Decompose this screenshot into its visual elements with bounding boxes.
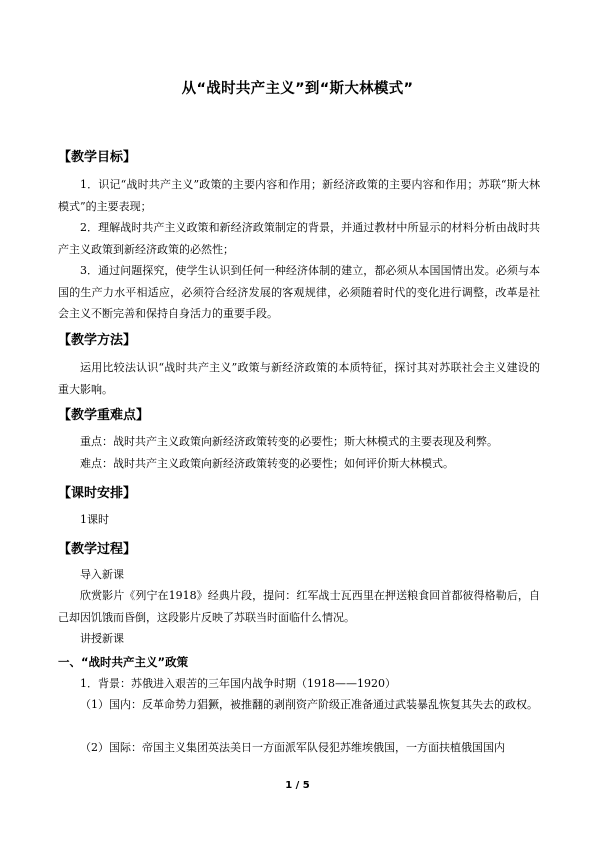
difficult-point-text: 难点：战时共产主义政策向新经济政策转变的必要性；如何评价斯大林模式。 (80, 457, 454, 470)
schedule-text: 1课时 (80, 513, 109, 526)
heading-key-difficult-points: 【教学重难点】 (58, 408, 150, 423)
goal-paragraph-1: 1．识记“战时共产主义”政策的主要内容和作用；新经济政策的主要内容和作用；苏联“斯大林模式”的主要表现； (58, 178, 540, 213)
international-text: （2）国际：帝国主义集团英法美日一方面派军队侵犯苏维埃俄国，一方面扶植俄国国内 (80, 741, 505, 754)
heading-teaching-process: 【教学过程】 (58, 542, 137, 557)
key-point-text: 重点：战时共产主义政策向新经济政策转变的必要性；斯大林模式的主要表现及利弊。 (80, 435, 498, 448)
heading-schedule: 【课时安排】 (58, 486, 137, 501)
goal-paragraph-2: 2．理解战时共产主义政策和新经济政策制定的背景，并通过教材中所显示的材料分析由战时共产主义政策到新经济政策的必然性； (58, 221, 540, 256)
methods-paragraph: 运用比较法认识“战时共产主义”政策与新经济政策的本质特征，探讨其对苏联社会主义建设的重大影响。 (58, 361, 540, 396)
domestic-paragraph: （1）国内：反革命势力猖獗，被推翻的剥削资产阶级正准备通过武装暴乱恢复其失去的政权。 (80, 698, 538, 711)
page-number: 1 / 5 (285, 780, 310, 791)
lecture-label: 讲授新课 (80, 632, 124, 645)
goal-paragraph-3: 3．通过问题探究，使学生认识到任何一种经济体制的建立，都必须从本国国情出发。必须与本国的生产力水平相适应，必须符合经济发展的客观规律，必须随着时代的变化进行调整，改革是社会主义不断完善和保持自身活力的重要手段。 (58, 264, 540, 320)
part-1-title: 一、“战时共产主义”政策 (58, 655, 189, 669)
heading-teaching-methods: 【教学方法】 (58, 333, 137, 348)
page-title: 从“战时共产主义”到“斯大林模式” (181, 81, 414, 97)
intro-label: 导入新课 (80, 568, 124, 581)
heading-teaching-goals: 【教学目标】 (58, 150, 137, 165)
background-text: 1．背景：苏俄进入艰苦的三年国内战争时期（1918——1920） (80, 677, 396, 690)
intro-paragraph: 欣赏影片《列宁在1918》经典片段，提问：红军战士瓦西里在押送粮食回首都彼得格勒后，自己却因饥饿而昏倒，这段影片反映了苏联当时面临什么情况。 (58, 589, 540, 624)
